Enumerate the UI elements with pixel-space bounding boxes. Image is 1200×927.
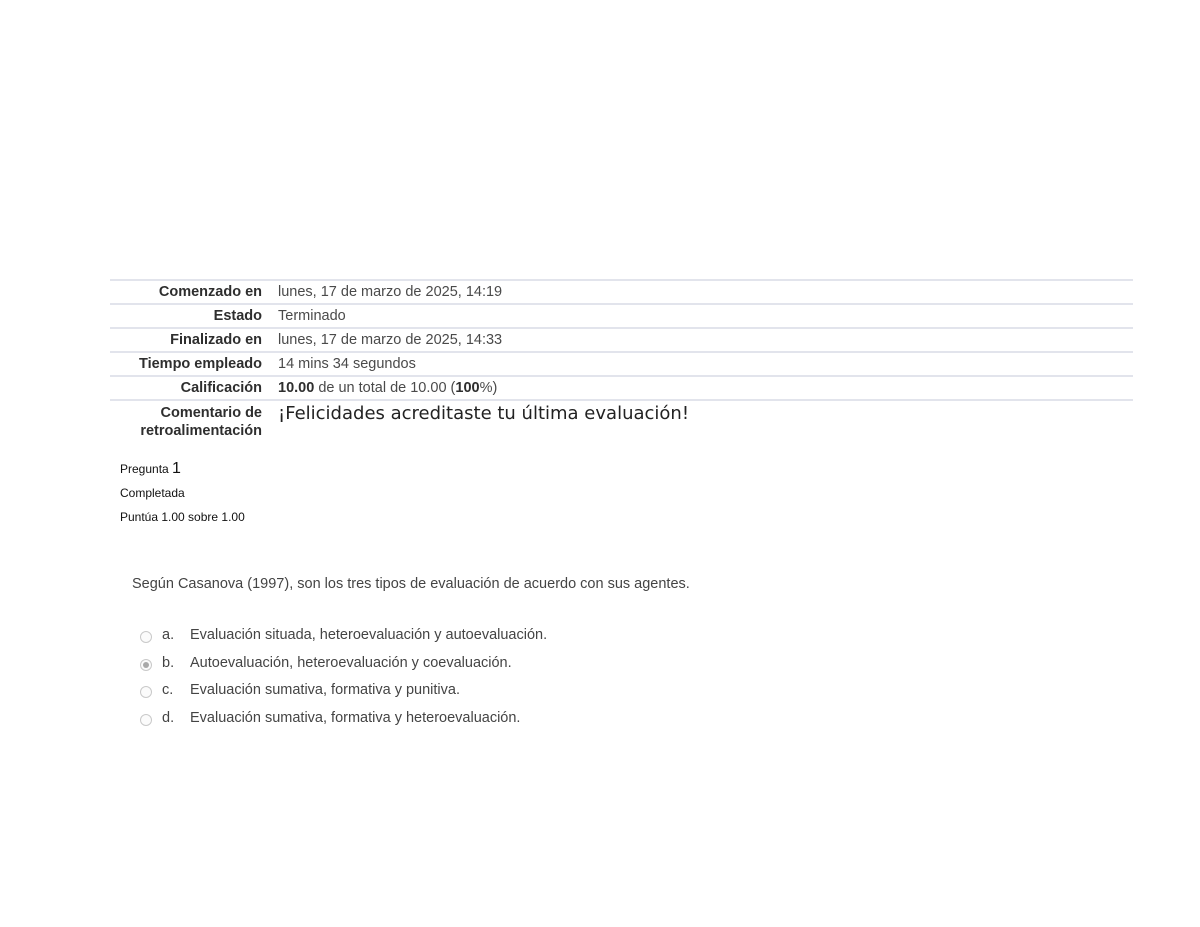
summary-row-time [110,352,1133,376]
answer-b-letter: b. [162,654,175,671]
state-label: Estado [213,308,262,324]
feedback-label [110,400,278,442]
grade-middle: de un total de 10.00 ( [314,380,456,396]
started-label: Comenzado en [158,284,262,300]
answer-a-radio[interactable] [140,631,152,643]
answer-b-radio[interactable] [140,659,152,671]
answer-option-a[interactable] [140,621,547,649]
answer-b-text: Autoevaluación, heteroevaluación y coevaluación. [190,654,512,671]
time-label: Tiempo empleado [138,356,262,372]
answer-list [140,621,547,732]
question-label: Pregunta [120,462,169,476]
answer-option-b[interactable] [140,649,547,677]
summary-row-started [110,280,1133,304]
quiz-summary-table [110,279,1133,442]
summary-row-feedback [110,400,1133,442]
summary-row-state [110,304,1133,328]
summary-row-grade [110,376,1133,400]
answer-option-d[interactable] [140,704,547,732]
started-value: lunes, 17 de marzo de 2025, 14:19 [278,284,503,300]
grade-percent: 100 [455,380,480,396]
question-text: Según Casanova (1997), son los tres tipos de evaluación de acuerdo con sus agentes. [132,576,690,592]
grade-score: 10.00 [278,380,315,396]
grade-label: Calificación [180,380,262,396]
answer-a-letter: a. [162,626,175,643]
summary-row-finished [110,328,1133,352]
answer-c-text: Evaluación sumativa, formativa y punitiva. [190,682,460,699]
answer-a-text: Evaluación situada, heteroevaluación y autoevaluación. [190,626,548,643]
answer-d-radio[interactable] [140,714,152,726]
state-value: Terminado [278,308,346,324]
answer-c-letter: c. [162,682,174,699]
question-state: Completada [120,486,185,500]
finished-label: Finalizado en [170,332,262,348]
question-number-row [120,459,245,483]
answer-c-radio[interactable] [140,686,152,698]
question-number: 1 [172,460,181,477]
feedback-label-line2: retroalimentación [140,423,262,439]
question-score: Puntúa 1.00 sobre 1.00 [120,510,245,524]
finished-value: lunes, 17 de marzo de 2025, 14:33 [278,332,503,348]
time-value: 14 mins 34 segundos [278,356,416,372]
answer-d-letter: d. [162,709,175,726]
answer-option-c[interactable] [140,676,547,704]
feedback-value-cell [278,400,1133,442]
answer-d-text: Evaluación sumativa, formativa y heteroevaluación. [190,709,521,726]
feedback-value: ¡Felicidades acreditaste tu última evaluación! [278,403,690,424]
grade-end: %) [479,380,498,396]
feedback-label-line1: Comentario de [160,405,262,421]
grade-value [278,376,1133,400]
question-info [120,459,245,531]
